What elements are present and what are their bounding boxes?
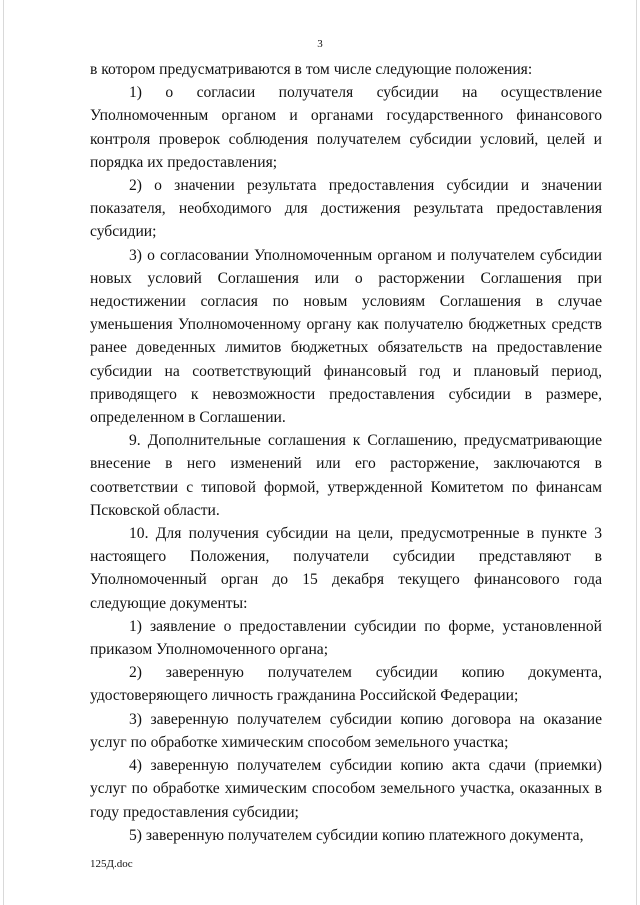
paragraph-clause-10: 10. Для получения субсидии на цели, предусмотренные в пункте 3 настоящего Положения, получатели субсидии представляют в Уполномоченный орган до 15 декабря текущего финансового года следующие документы: bbox=[90, 525, 602, 612]
paragraph-doc-4: 4) заверенную получателем субсидии копию акта сдачи (приемки) услуг по обработке химическим способом земельного участка, оказанных в году предоставления субсидии; bbox=[90, 757, 602, 821]
scan-edge-left bbox=[3, 0, 4, 905]
page-number: 3 bbox=[317, 38, 323, 50]
paragraph-item-3: 3) о согласовании Уполномоченным органом и получателем субсидии новых условий Соглашения или о расторжении Соглашения при недостижении согласия по новым условиям Соглашения в случае уменьшения Уполномоченному органу как получателю бюджетных средств ранее доведенных лимитов бюджетных обязательств на предоставление субсидии на соответствующий финансовый год и плановый период, приводящего к невозможности предоставления субсидии в размере, определенном в Соглашении. bbox=[90, 246, 602, 427]
footer-filename: 125Д.doc bbox=[90, 858, 133, 870]
paragraph-item-1: 1) о согласии получателя субсидии на осуществление Уполномоченным органом и органами государственного финансового контроля проверок соблюдения получателем субсидии условий, целей и порядка их предоставления; bbox=[90, 84, 602, 171]
paragraph-item-2: 2) о значении результата предоставления субсидии и значении показателя, необходимого для достижения результата предоставления субсидии; bbox=[90, 177, 602, 241]
paragraph-doc-2: 2) заверенную получателем субсидии копию документа, удостоверяющего личность гражданина Российской Федерации; bbox=[90, 664, 602, 705]
paragraph-clause-9: 9. Дополнительные соглашения к Соглашению, предусматривающие внесение в него изменений или его расторжение, заключаются в соответствии с типовой формой, утвержденной Комитетом по финансам Псковской области. bbox=[90, 432, 602, 519]
scan-edge-right bbox=[636, 0, 637, 905]
body-text bbox=[90, 58, 602, 847]
paragraph-intro: в котором предусматриваются в том числе следующие положения: bbox=[90, 61, 533, 78]
paragraph-doc-3: 3) заверенную получателем субсидии копию договора на оказание услуг по обработке химическим способом земельного участка; bbox=[90, 710, 602, 751]
paragraph-doc-1: 1) заявление о предоставлении субсидии по форме, установленной приказом Уполномоченного органа; bbox=[90, 617, 602, 659]
paragraph-doc-5: 5) заверенную получателем субсидии копию платежного документа, bbox=[129, 826, 584, 844]
